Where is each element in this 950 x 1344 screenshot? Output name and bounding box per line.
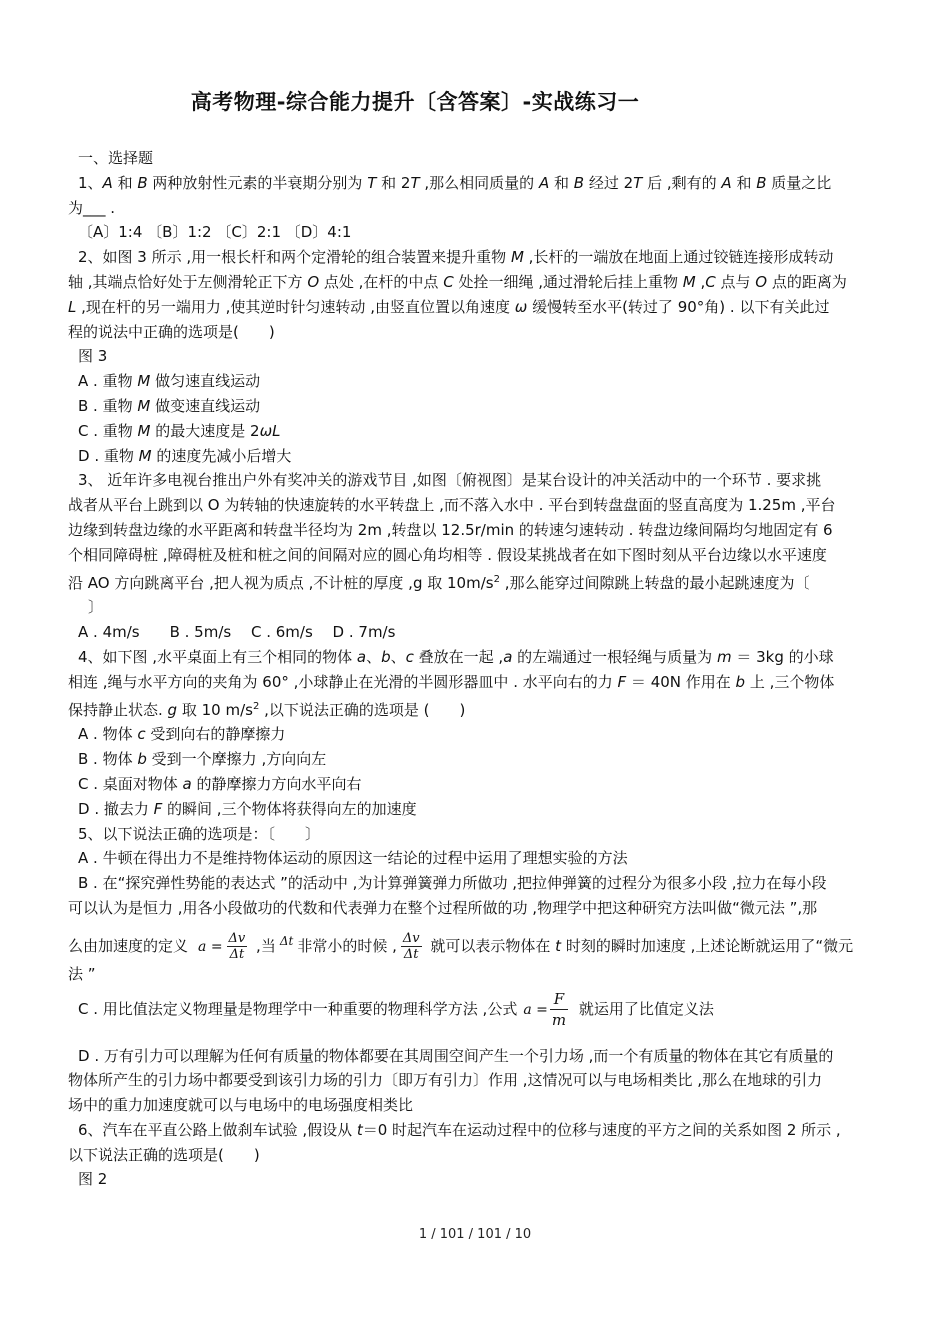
question-1-options: 〔A〕1:4 〔B〕1:2 〔C〕2:1 〔D〕4:1 [78, 223, 352, 242]
question-2-line4: 程的说法中正确的选项是( ) [68, 322, 275, 341]
figure-caption-3: 图 3 [78, 347, 108, 366]
question-4: 4、如下图 ,水平桌面上有三个相同的物体 a、b、c 叠放在一起 ,a 的左端通过一根轻绳与质量为 m ＝ 3kg 的小球 [78, 647, 834, 666]
question-5-option-c: C . 用比值法定义物理量是物理学中一种重要的物理科学方法 ,公式 a = $\frac{F}{m}$ 就运用了比值定义法 [78, 989, 714, 1029]
question-1: 1、A 和 B 两种放射性元素的半衰期分别为 T 和 2T ,那么相同质量的 A 和 B 经过 2T 后 ,剩有的 A 和 B 质量之比 [78, 173, 832, 192]
question-5-option-b-line3: 么由加速度的定义 a = $\frac{\Delta v}{\Delta t}$ ,当 $^{\Delta t}$ 非常小的时候 , $\frac{\Delta v}{\Delta t}$ 就可以表示物体在 t 时刻的瞬时加速度 ,上述论断就运用了“微元 [68, 930, 854, 962]
question-5-option-b-line4: 法 ” [68, 964, 96, 983]
question-1-line2: 为___ . [68, 198, 116, 217]
question-2-option-b: B . 重物 M 做变速直线运动 [78, 396, 261, 415]
question-2-option-c: C . 重物 M 的最大速度是 2ωL [78, 421, 281, 440]
question-5-option-d-line3: 场中的重力加速度就可以与电场中的电场强度相类比 [68, 1096, 414, 1115]
question-6-line2: 以下说法正确的选项是( ) [68, 1145, 260, 1164]
question-3-line2: 战者从平台上跳到以 O 为转轴的快速旋转的水平转盘上 ,而不落入水中 . 平台到转盘盘面的竖直高度为 1.25m ,平台 [68, 496, 836, 515]
question-2-option-d: D . 重物 M 的速度先减小后增大 [78, 446, 292, 465]
question-4-option-c: C . 桌面对物体 a 的静摩擦力方向水平向右 [78, 774, 362, 793]
question-5-option-b-line2: 可以认为是恒力 ,用各小段做功的代数和代表弹力在整个过程所做的功 ,物理学中把这种研究方法叫做“微元法 ”,那 [68, 898, 818, 917]
question-4-option-d: D . 撤去力 F 的瞬间 ,三个物体将获得向左的加速度 [78, 799, 417, 818]
document-title: 高考物理-综合能力提升〔含答案〕-实战练习一 [190, 90, 640, 114]
question-5-option-a: A . 牛顿在得出力不是维持物体运动的原因这一结论的过程中运用了理想实验的方法 [78, 849, 628, 868]
question-4-option-a: A . 物体 c 受到向右的静摩擦力 [78, 725, 286, 744]
question-2-line3: L ,现在杆的另一端用力 ,使其逆时针匀速转动 ,由竖直位置以角速度 ω 缓慢转至水平(转过了 90°角) . 以下有关此过 [68, 297, 830, 316]
document-body [68, 146, 883, 1192]
question-3-line5: 沿 AO 方向跳离平台 ,把人视为质点 ,不计桩的厚度 ,g 取 $10m/s^2$ ,那么能穿过间隙跳上转盘的最小起跳速度为〔 [68, 573, 810, 592]
question-5-option-d-line2: 物体所产生的引力场中都要受到该引力场的引力〔即万有引力〕作用 ,这情况可以与电场相类比 ,那么在地球的引力 [68, 1071, 823, 1090]
delta-v-over-delta-t-fraction: $\frac{\Delta v}{\Delta t}$ [402, 930, 420, 962]
section-heading: 一、选择题 [78, 149, 154, 167]
question-2-option-a: A . 重物 M 做匀速直线运动 [78, 372, 261, 391]
question-3-line4: 个相同障碍桩 ,障碍桩及桩和桩之间的间隔对应的圆心角均相等 . 假设某挑战者在如下图时刻从平台边缘以水平速度 [68, 545, 827, 564]
figure-caption-2: 图 2 [78, 1170, 108, 1189]
question-4-option-b: B . 物体 b 受到一个摩擦力 ,方向向左 [78, 750, 327, 769]
question-3: 3、 近年许多电视台推出户外有奖冲关的游戏节目 ,如图〔俯视图〕是某台设计的冲关活动中的一个环节 . 要求挑 [78, 471, 822, 490]
question-2-line2: 轴 ,其端点恰好处于左侧滑轮正下方 O 点处 ,在杆的中点 C 处拴一细绳 ,通过滑轮后挂上重物 M ,C 点与 O 点的距离为 [68, 272, 847, 291]
newton-second-law-fraction: $\frac{F}{m}$ [551, 989, 567, 1029]
page-number-footer: 1 / 101 / 101 / 10 [418, 1227, 532, 1242]
question-5-option-b: B . 在“探究弹性势能的表达式 ”的活动中 ,为计算弹簧弹力所做功 ,把拉伸弹簧的过程分为很多小段 ,拉力在每小段 [78, 874, 827, 893]
question-3-line3: 边缘到转盘边缘的水平距离和转盘半径均为 2m ,转盘以 12.5r/min 的转速匀速转动 . 转盘边缘间隔均匀地固定有 6 [68, 520, 833, 539]
question-4-line2: 相连 ,绳与水平方向的夹角为 60° ,小球静止在光滑的半圆形器皿中 . 水平向右的力 F ＝ 40N 作用在 b 上 ,三个物体 [68, 672, 835, 691]
question-2: 2、如图 3 所示 ,用一根长杆和两个定滑轮的组合装置来提升重物 M ,长杆的一端放在地面上通过铰链连接形成转动 [78, 248, 834, 267]
question-5-option-d: D . 万有引力可以理解为任何有质量的物体都要在其周围空间产生一个引力场 ,而一个有质量的物体在其它有质量的 [78, 1046, 834, 1065]
question-3-line6: 〕 [88, 598, 104, 617]
question-5: 5、以下说法正确的选项是：〔 〕 [78, 824, 321, 843]
question-6: 6、汽车在平直公路上做刹车试验 ,假设从 t＝0 时起汽车在运动过程中的位移与速度的平方之间的关系如图 2 所示 , [78, 1120, 841, 1139]
question-4-line3: 保持静止状态. g 取 10 $m/s^2$ ,以下说法正确的选项是 ( ) [68, 700, 466, 719]
acceleration-definition-fraction: $\frac{\Delta v}{\Delta t}$ [228, 930, 246, 962]
question-3-options: A . 4m/s B . 5m/s C . 6m/s D . 7m/s [78, 623, 396, 642]
